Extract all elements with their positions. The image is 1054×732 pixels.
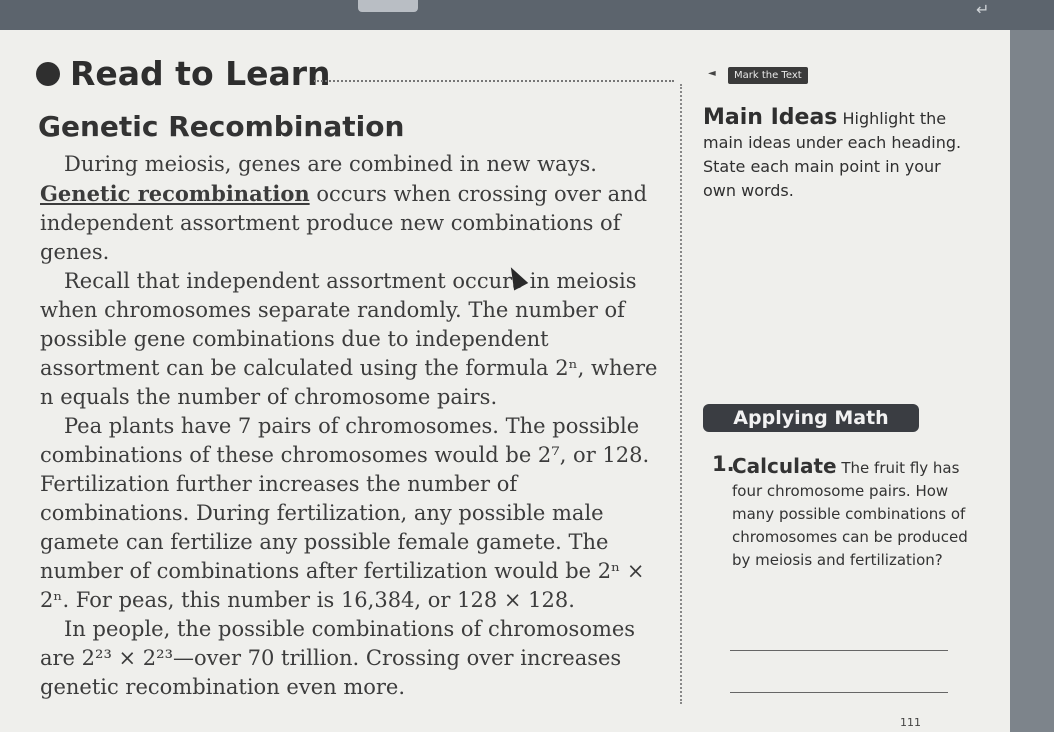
answer-line-1[interactable]	[730, 650, 948, 651]
main-ideas-text: Highlight the main ideas under each heading. State each main point in your own words.	[703, 109, 962, 200]
section-body	[40, 150, 670, 702]
paragraph-2: Recall that independent assortment occurs in meiosis when chromosomes separate randomly. The number of possible gene combinations due to independent assortment can be calculated using the formula 2ⁿ, where n equals the number of chromosome pairs.	[40, 269, 658, 409]
applying-math-banner: Applying Math	[703, 404, 919, 432]
section-heading: Genetic Recombination	[38, 110, 405, 143]
main-ideas-title: Main Ideas	[703, 105, 838, 130]
vocab-term: Genetic recombination	[40, 181, 310, 206]
page-edge	[1010, 30, 1054, 732]
top-tab	[358, 0, 418, 12]
dotted-rule	[314, 80, 674, 82]
corner-arrow-icon: ↵	[976, 0, 990, 19]
page-number: 111	[900, 716, 921, 729]
question-number: 1.	[712, 452, 735, 476]
paragraph-4: In people, the possible combinations of chromosomes are 2²³ × 2²³—over 70 trillion. Crossing over increases genetic recombination even more.	[40, 617, 636, 699]
bullet-icon	[36, 62, 60, 86]
column-divider	[680, 84, 682, 704]
question-text: The fruit fly has four chromosome pairs. How many possible combinations of chromosomes can be produced by meiosis and fertilization?	[732, 459, 968, 569]
question-label: Calculate	[732, 454, 837, 478]
paragraph-3: Pea plants have 7 pairs of chromosomes. The possible combinations of these chromosomes would be 2⁷, or 128. Fertilization further increases the number of combinations. During fertilization, any possible male gamete can fertilize any possible female gamete. The number of combinations after fertilization would be 2ⁿ × 2ⁿ. For peas, this number is 16,384, or 128 × 128.	[40, 414, 650, 612]
main-ideas-box	[703, 106, 973, 203]
para1-text-b: occurs when crossing over and independent assortment produce new combinations of genes.	[40, 182, 648, 264]
para1-text-a: During meiosis, genes are combined in new ways.	[64, 152, 597, 176]
arrow-icon: ◄	[708, 68, 716, 79]
read-to-learn-title: Read to Learn	[70, 54, 331, 93]
question-body	[732, 455, 972, 572]
read-to-learn-header	[36, 54, 331, 93]
answer-line-2[interactable]	[730, 692, 948, 693]
top-bar	[0, 0, 1054, 30]
paragraph-1	[40, 150, 670, 267]
mark-the-text-badge: Mark the Text	[728, 67, 808, 84]
